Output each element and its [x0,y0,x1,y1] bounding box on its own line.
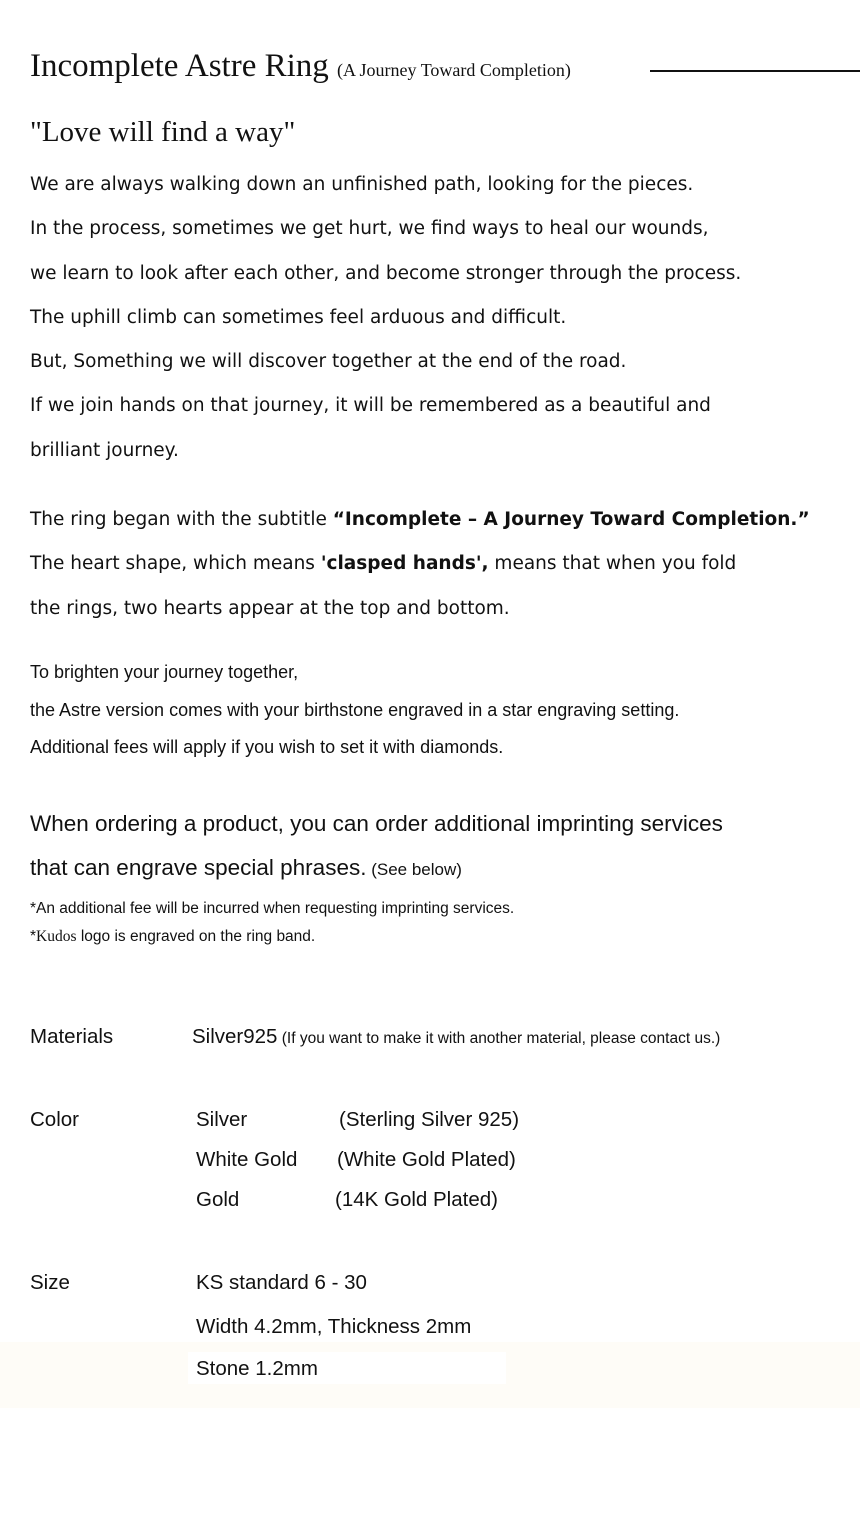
size-dimensions: Width 4.2mm, Thickness 2mm [196,1315,472,1338]
color-option-name: White Gold [196,1148,298,1171]
ring-subtitle-emphasis: “Incomplete – A Journey Toward Completion.” [332,509,810,530]
story-line: But, Something we will discover together at the end of the road. [30,351,627,373]
color-option-detail: (White Gold Plated) [337,1148,516,1171]
materials-note: (If you want to make it with another material, please contact us.) [277,1030,721,1047]
astre-line: Additional fees will apply if you wish to set it with diamonds. [30,737,504,757]
order-line: When ordering a product, you can order additional imprinting services [30,811,723,836]
order-line [30,846,723,892]
story-line: If we join hands on that journey, it will be remembered as a beautiful and [30,395,711,417]
ring-description [30,498,810,631]
color-option-detail: (14K Gold Plated) [335,1188,498,1211]
ring-desc-line [30,498,810,542]
footnote: *An additional fee will be incurred when requesting imprinting services. [30,900,515,917]
order-text: that can engrave special phrases. [30,855,367,880]
stone-size: Stone 1.2mm [196,1357,318,1380]
clasped-hands-emphasis: 'clasped hands', [320,553,489,575]
color-label: Color [30,1108,79,1131]
ring-desc-line: the rings, two hearts appear at the top and bottom. [30,597,510,619]
footnote-marker: * [30,928,37,945]
materials-value-row [192,1025,720,1049]
story-paragraph [30,163,741,473]
size-label: Size [30,1271,70,1294]
footnotes [30,895,514,951]
ring-desc-line [30,542,810,586]
ordering-info [30,802,723,892]
materials-label: Materials [30,1025,114,1048]
product-subtitle: (A Journey Toward Completion) [337,60,571,80]
brand-name: Kudos [36,928,77,945]
story-line: brilliant journey. [30,439,179,461]
color-option-name: Silver [196,1108,248,1131]
ring-desc-text: The heart shape, which means [30,553,321,575]
materials-value: Silver925 [192,1025,278,1048]
footnote [30,923,514,951]
size-standard: KS standard 6 - 30 [196,1271,367,1294]
astre-line: the Astre version comes with your birthstone engraved in a star engraving setting. [30,699,680,720]
page-title [30,44,571,92]
ring-desc-text: The ring began with the subtitle [30,509,333,530]
story-line: In the process, sometimes we get hurt, we find ways to heal our wounds, [30,218,709,240]
story-line: we learn to look after each other, and become stronger through the process. [30,262,742,284]
see-below-text: (See below) [366,860,462,879]
story-line: We are always walking down an unfinished path, looking for the pieces. [30,174,694,195]
astre-line: To brighten your journey together, [30,662,299,682]
color-option-detail: (Sterling Silver 925) [339,1108,520,1131]
footnote-text: logo is engraved on the ring band. [76,928,316,945]
product-name: Incomplete Astre Ring [30,48,329,84]
ring-desc-text: means that when you fold [488,553,737,575]
title-divider [650,70,860,72]
color-option-name: Gold [196,1188,240,1211]
story-line: The uphill climb can sometimes feel arduous and difficult. [30,306,567,328]
tagline-quote: "Love will find a way" [30,116,296,148]
astre-version-info [30,654,679,767]
